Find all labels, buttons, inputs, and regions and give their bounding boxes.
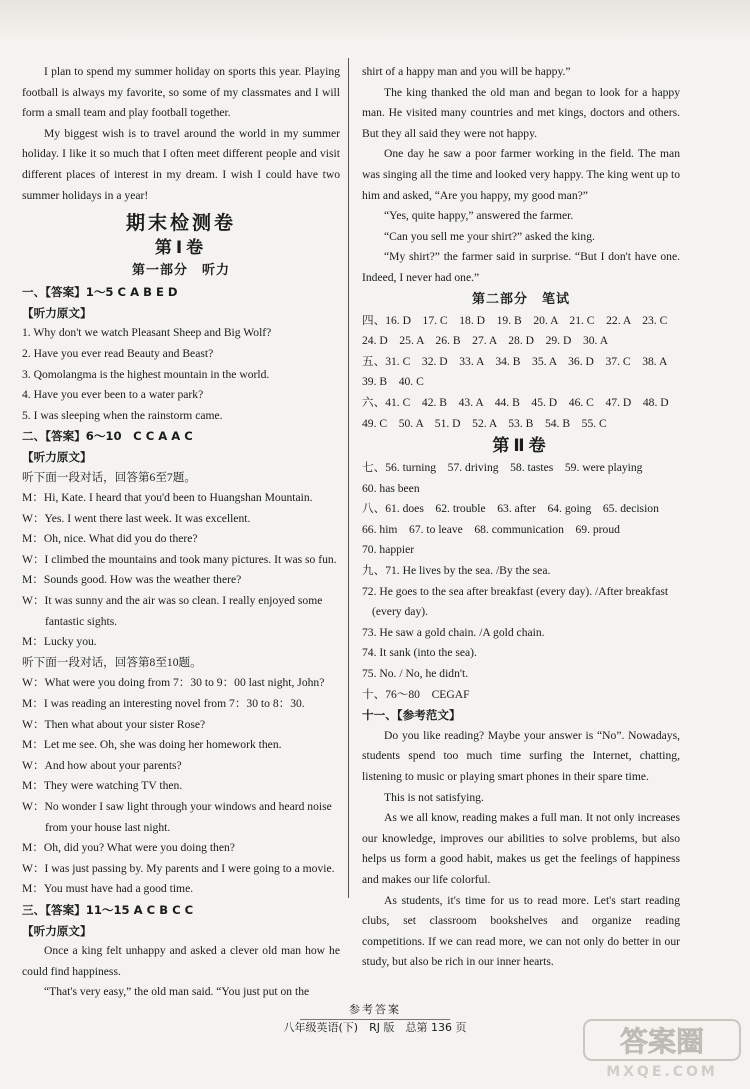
dialog-line: M：Let me see. Oh, she was doing her homework then. — [22, 738, 282, 752]
answer-line: 66. him 67. to leave 68. communication 69. proud — [362, 522, 620, 536]
section-2-script-label: 【听力原文】 — [22, 449, 92, 464]
essay-paragraph: As students, it's time for us to read more. Let's start reading clubs, set classroom bookshelves and organize reading competitions. If we can read more, we can not only do better in our study, but also be rich in our inner hearts. — [362, 893, 680, 969]
answer-line: 八、61. does 62. trouble 63. after 64. going 65. decision — [362, 502, 659, 516]
right-column — [362, 62, 680, 973]
answer-line: 24. D 25. A 26. B 27. A 28. D 29. D 30. A — [362, 334, 609, 348]
story-paragraph: “Can you sell me your shirt?” asked the king. — [384, 229, 595, 243]
dialog-line: M：Sounds good. How was the weather there? — [22, 573, 242, 587]
story-paragraph: “Yes, quite happy,” answered the farmer. — [384, 209, 574, 223]
answer-line: 60. has been — [362, 481, 420, 495]
dialog-line: W：I climbed the mountains and took many pictures. It was so fun. — [22, 552, 337, 566]
section-3-answer: 三、【答案】11～15 A C B C C — [22, 902, 194, 917]
story-continuation: shirt of a happy man and you will be happy.” — [362, 65, 571, 78]
dialog-line: W：Yes. I went there last week. It was excellent. — [22, 511, 251, 525]
story-paragraph: “My shirt?” the farmer said in surprise. “But I don't have one. Indeed, I never had one.” — [362, 250, 680, 284]
exam-title: 期末检测卷 — [125, 212, 236, 235]
essay-paragraph: Do you like reading? Maybe your answer is “No”. Nowadays, students spend too much time surfing the Internet, chatting, listening to music or playing smart phones in their spare time. — [362, 728, 680, 783]
dialog-line: W：And how about your parents? — [22, 758, 182, 772]
left-column — [22, 62, 340, 1003]
volume-1-title: 第Ⅰ卷 — [154, 238, 208, 259]
answer-line: 49. C 50. A 51. D 52. A 53. B 54. B 55. C — [362, 416, 607, 430]
volume-2-title: 第Ⅱ卷 — [492, 436, 550, 457]
story-paragraph: The king thanked the old man and began to look for a happy man. He visited many countries and met kings, doctors and others. But they all said they were not happy. — [362, 85, 680, 140]
footer-rule — [300, 1019, 450, 1020]
essay-paragraph: This is not satisfying. — [384, 790, 484, 804]
answer-line: 39. B 40. C — [362, 375, 424, 389]
dialog-intro-1: 听下面一段对话，回答第6至7题。 — [22, 470, 196, 484]
section-1-script-label: 【听力原文】 — [22, 305, 92, 320]
answer-line: 70. happier — [362, 543, 415, 557]
dialog-line: M：They were watching TV then. — [22, 779, 183, 793]
watermark-text: 答案圈 — [619, 1025, 705, 1058]
answer-line: 75. No. / No, he didn't. — [362, 667, 469, 681]
dialog-line: M：Oh, did you? What were you doing then? — [22, 841, 235, 855]
dialog-line: W：It was sunny and the air was so clean. I really enjoyed some fantastic sights. — [22, 594, 323, 628]
answer-line: 74. It sank (into the sea). — [362, 646, 477, 660]
dialog-intro-2: 听下面一段对话，回答第8至10题。 — [22, 655, 202, 669]
script-line: 4. Have you ever been to a water park? — [22, 388, 204, 402]
answer-line: 73. He saw a gold chain. /A gold chain. — [362, 625, 545, 639]
answer-line: 六、41. C 42. B 43. A 44. B 45. D 46. C 47. D 48. D — [362, 395, 669, 409]
section-3-script-label: 【听力原文】 — [22, 923, 92, 938]
intro-paragraph-1: I plan to spend my summer holiday on sports this year. Playing football is always my favorite, so some of my classmates and I will form a small team and play football together. — [22, 65, 340, 120]
watermark-url: MXQE.COM — [606, 1064, 718, 1080]
script-line: 2. Have you ever read Beauty and Beast? — [22, 346, 214, 360]
dialog-line: W：No wonder I saw light through your windows and heard noise from your house last night. — [22, 800, 332, 834]
dialog-line: M：Hi, Kate. I heard that you'd been to Huangshan Mountain. — [22, 491, 313, 505]
section-1-answer: 一、【答案】1～5 C A B E D — [22, 285, 178, 300]
answer-line: (every day). — [372, 605, 429, 619]
script-line: 1. Why don't we watch Pleasant Sheep and Big Wolf? — [22, 326, 272, 340]
story-paragraph: Once a king felt unhappy and asked a clever old man how he could find happiness. — [22, 944, 340, 978]
column-divider — [348, 58, 349, 898]
dialog-line: M：I was reading an interesting novel from 7：30 to 8：30. — [22, 697, 305, 711]
site-watermark-logo — [582, 1018, 742, 1080]
answer-line: 十、76～80 CEGAF — [362, 687, 470, 701]
script-line: 3. Qomolangma is the highest mountain in the world. — [22, 367, 270, 381]
answer-line: 四、16. D 17. C 18. D 19. B 20. A 21. C 22. A 23. C — [362, 313, 668, 327]
section-2-answer: 二、【答案】6～10 C C A A C — [22, 429, 193, 444]
answer-line: 72. He goes to the sea after breakfast (every day). /After breakfast — [362, 584, 669, 598]
dialog-line: W：What were you doing from 7：30 to 9：00 last night, John? — [22, 676, 325, 690]
essay-paragraph: As we all know, reading makes a full man. It not only increases our knowledge, improves our abilities to solve problems, but also helps us form a good habit, makes us get the feelings of happiness and makes our life colorful. — [362, 811, 680, 886]
answer-line: 七、56. turning 57. driving 58. tastes 59. were playing — [362, 461, 643, 475]
dialog-line: W：I was just passing by. My parents and I were going to a movie. — [22, 861, 335, 875]
story-paragraph: “That's very easy,” the old man said. “You just put on the — [44, 985, 310, 999]
footer-label: 参考答案 — [349, 1003, 401, 1016]
answer-line: 五、31. C 32. D 33. A 34. B 35. A 36. D 37. C 38. A — [362, 354, 668, 368]
scan-shade — [0, 0, 750, 40]
footer-info: 八年级英语(下) RJ 版 总第 136 页 — [283, 1021, 467, 1034]
essay-label: 十一、【参考范文】 — [362, 708, 461, 723]
script-line: 5. I was sleeping when the rainstorm came. — [22, 408, 223, 422]
answer-line: 九、71. He lives by the sea. /By the sea. — [362, 564, 551, 578]
part-2-title: 第二部分 笔试 — [471, 291, 570, 307]
dialog-line: M：Oh, nice. What did you do there? — [22, 532, 198, 546]
dialog-line: M：You must have had a good time. — [22, 882, 194, 896]
dialog-line: M：Lucky you. — [22, 635, 97, 649]
part-1-title: 第一部分 听力 — [131, 263, 230, 279]
story-paragraph: One day he saw a poor farmer working in the field. The man was singing all the time and looked very happy. The king went up to him and asked, “Are you happy, my good man?” — [362, 147, 680, 202]
dialog-line: W：Then what about your sister Rose? — [22, 717, 206, 731]
intro-paragraph-2: My biggest wish is to travel around the world in my summer holiday. I like it so much that I often meet different people and visit different places of interest in my dream. I wish I could have two summer holidays in a year! — [22, 126, 340, 202]
